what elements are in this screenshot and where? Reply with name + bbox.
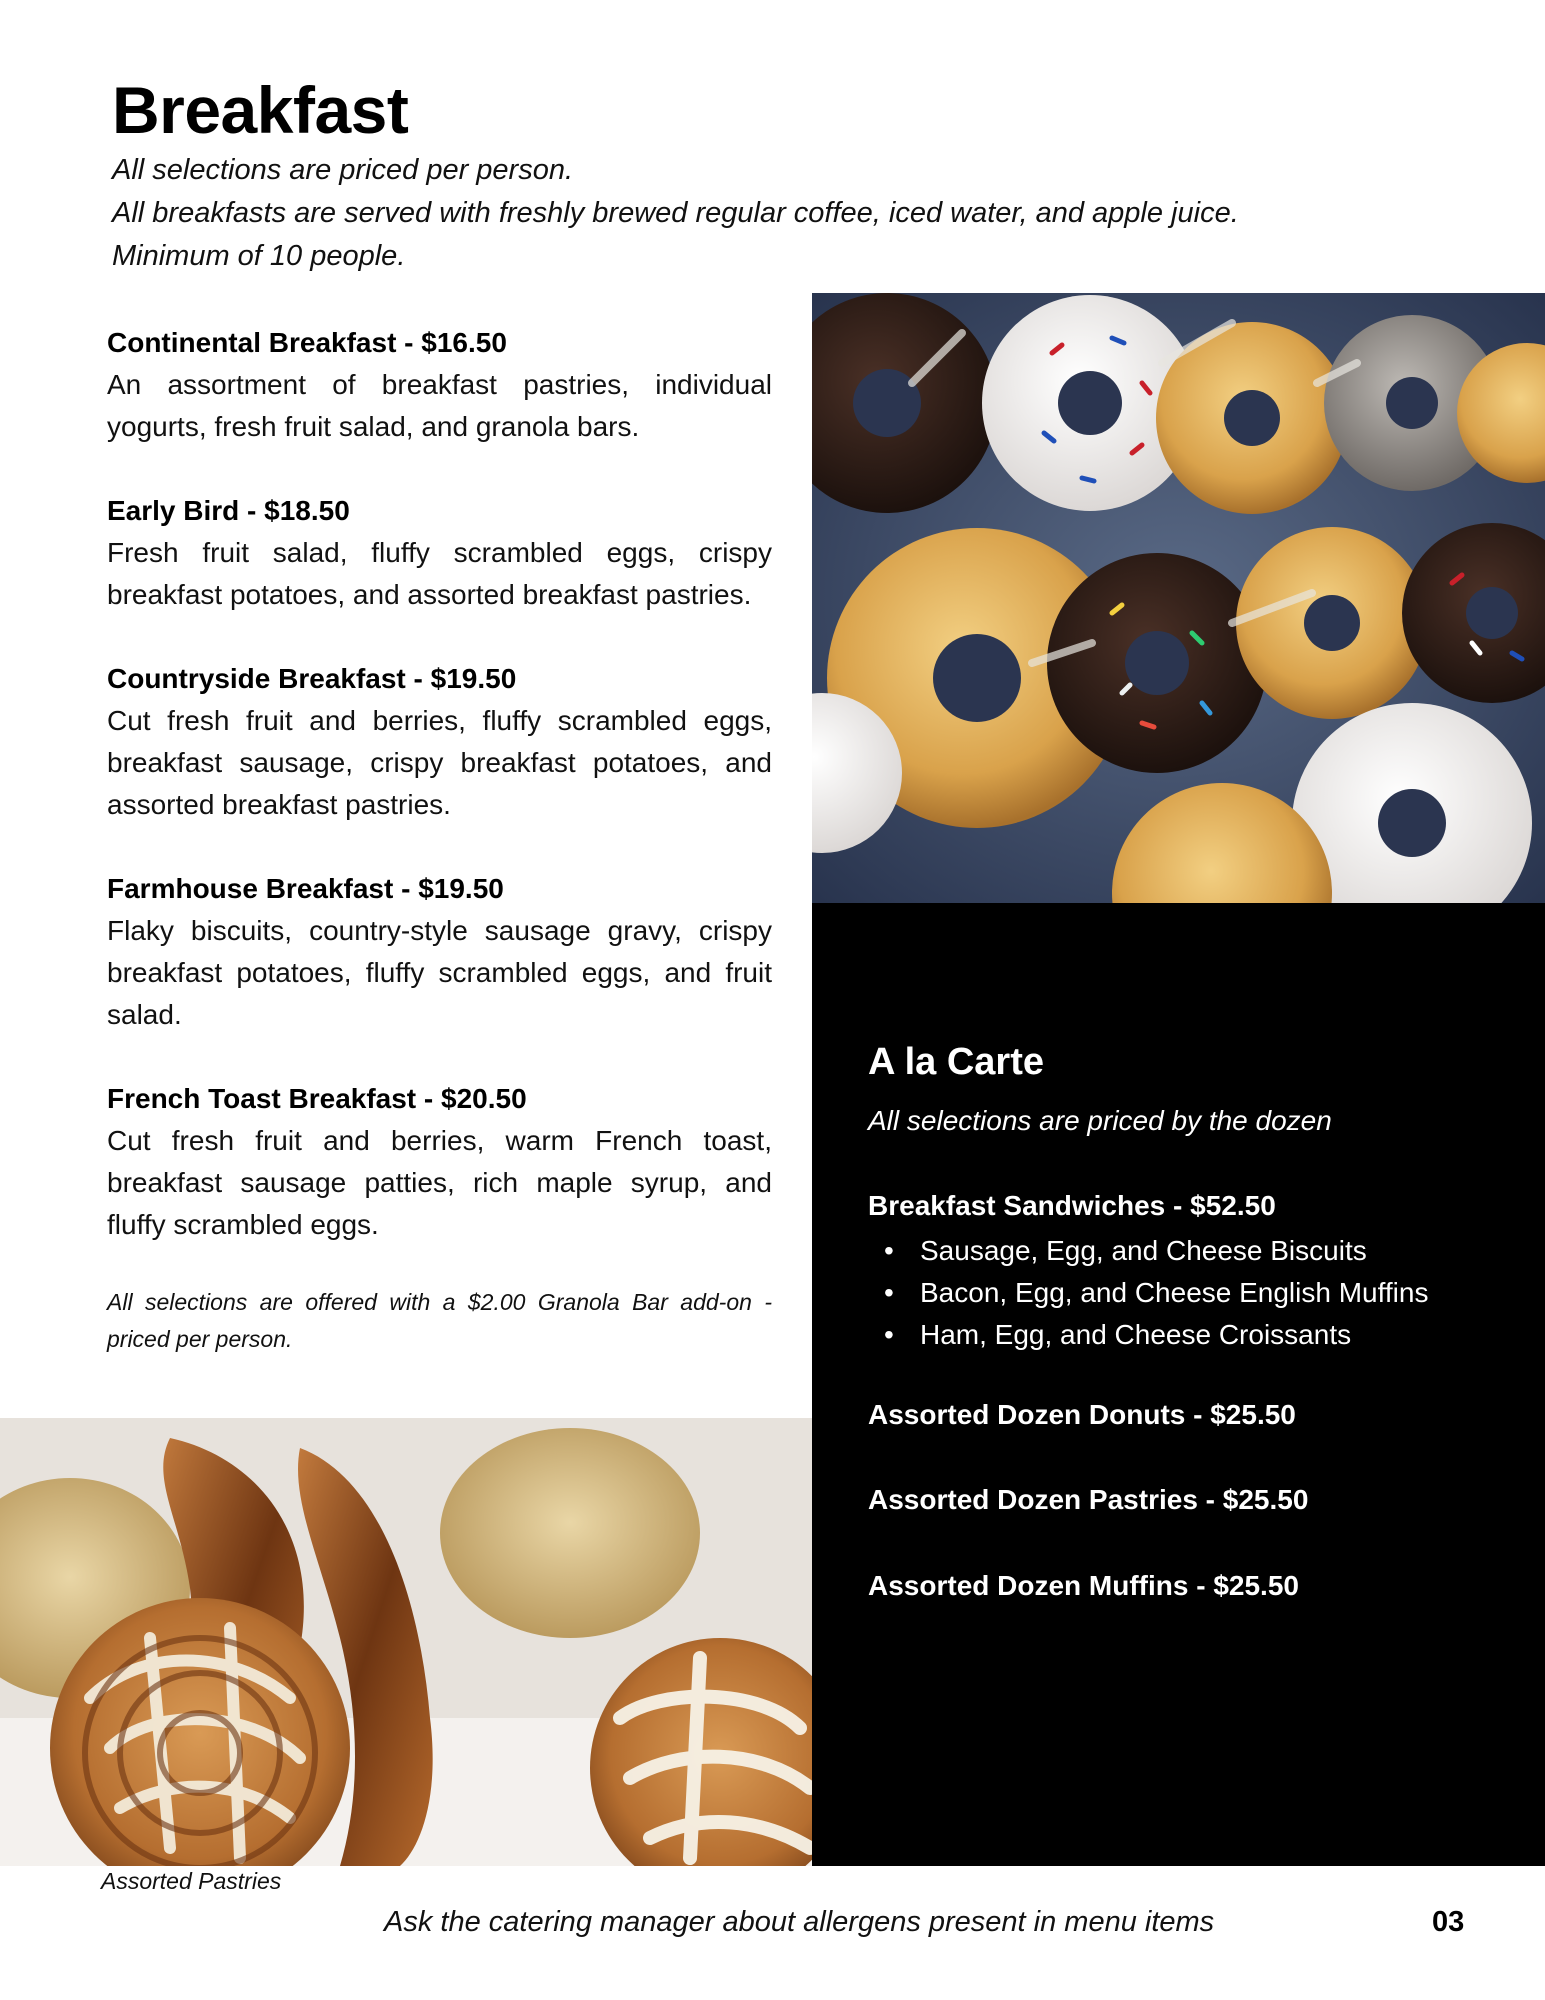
donut-wall-photo (812, 293, 1545, 903)
list-item: • Bacon, Egg, and Cheese English Muffins (868, 1272, 1428, 1314)
menu-item-description: Cut fresh fruit and berries, warm French toast, breakfast sausage patties, rich maple syrup, and fluffy scrambled eggs. (107, 1125, 772, 1240)
page-number: 03 (1432, 1906, 1465, 1938)
menu-item (107, 490, 772, 616)
menu-item-name: Early Bird - $18.50 (107, 495, 350, 526)
menu-item (107, 868, 772, 1036)
subtitle-line-3: Minimum of 10 people. (112, 240, 406, 272)
a-la-carte-title: A la Carte (868, 1041, 1044, 1083)
dozen-muffins-item: Assorted Dozen Muffins - $25.50 (868, 1570, 1299, 1601)
menu-item (107, 322, 772, 448)
menu-item-name: Continental Breakfast - $16.50 (107, 327, 507, 358)
menu-item-description: An assortment of breakfast pastries, individual yogurts, fresh fruit salad, and granola bars. (107, 369, 772, 442)
a-la-carte-subtitle: All selections are priced by the dozen (868, 1105, 1332, 1136)
breakfast-sandwiches-item: Breakfast Sandwiches - $52.50 (868, 1190, 1276, 1221)
dozen-pastries-item: Assorted Dozen Pastries - $25.50 (868, 1484, 1309, 1515)
list-item: • Ham, Egg, and Cheese Croissants (868, 1314, 1428, 1356)
sandwich-options-list (868, 1230, 1428, 1356)
breakfast-menu-list (107, 322, 772, 1358)
menu-item-name: French Toast Breakfast - $20.50 (107, 1083, 527, 1114)
page-title: Breakfast (112, 73, 409, 147)
subtitle-line-2: All breakfasts are served with freshly brewed regular coffee, iced water, and apple juice. (112, 197, 1239, 229)
menu-item-description: Fresh fruit salad, fluffy scrambled eggs, crispy breakfast potatoes, and assorted breakfast pastries. (107, 537, 772, 610)
allergen-footer-note: Ask the catering manager about allergens present in menu items (384, 1906, 1215, 1938)
pastries-caption: Assorted Pastries (101, 1868, 282, 1894)
menu-item-name: Countryside Breakfast - $19.50 (107, 663, 517, 694)
menu-item (107, 658, 772, 826)
list-item: • Sausage, Egg, and Cheese Biscuits (868, 1230, 1428, 1272)
menu-item-description: Cut fresh fruit and berries, fluffy scrambled eggs, breakfast sausage, crispy breakfast potatoes, and assorted breakfast pastries. (107, 705, 772, 820)
dozen-donuts-item: Assorted Dozen Donuts - $25.50 (868, 1399, 1296, 1430)
subtitle-line-1: All selections are priced per person. (112, 154, 574, 186)
addon-note: All selections are offered with a $2.00 Granola Bar add-on - priced per person. (107, 1289, 772, 1352)
menu-item-name: Farmhouse Breakfast - $19.50 (107, 873, 504, 904)
menu-item-description: Flaky biscuits, country-style sausage gravy, crispy breakfast potatoes, fluffy scrambled eggs, and fruit salad. (107, 915, 772, 1030)
assorted-pastries-photo (0, 1418, 812, 1866)
menu-item (107, 1078, 772, 1246)
